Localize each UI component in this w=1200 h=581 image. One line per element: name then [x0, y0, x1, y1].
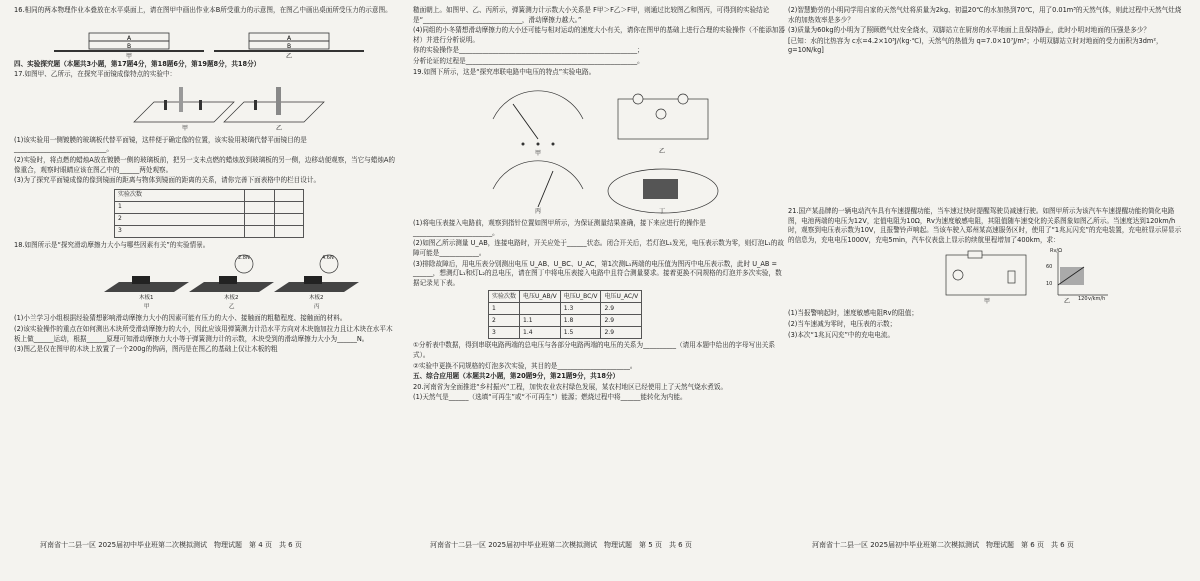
graph-x-label: v/km/h [1088, 296, 1106, 303]
question-19-part-4: ①分析表中数据，得到串联电路两端的总电压与各部分电路两端的电压的关系为__________（请用本题中给出的字母写出关系式）。 [413, 341, 775, 359]
question-19-part-2: (2)如图乙所示测量 U_AB，连接电路时，开关应处于______状态。闭合开关后，若灯泡L₁发光，电压表示数为零，则灯泡L₁的故障可能是____________。 [413, 239, 784, 257]
analysis-line: 分析论证的过程是____________________________________________________。 [413, 56, 644, 65]
answer-space [788, 57, 1186, 207]
graph-tick-60: 60 [1046, 264, 1053, 271]
q21-figures [788, 247, 1186, 307]
q17-figure [14, 82, 396, 134]
question-20-given-data: [已知：水的比热容为 c水=4.2×10³J/(kg·℃)，天然气的热值为 q=7.0×10⁷J/m³；小明双脚站立时对地面的受力面积为3dm²，g=10N/kg] [788, 36, 1163, 55]
table-cell: 2.9 [601, 303, 642, 315]
friction-experiment-diagram [14, 252, 394, 312]
footer-page-6: 河南省十二县一区 2025届初中毕业班第二次模拟测试 物理试题 第 6 页 共 6 页 [812, 541, 1074, 549]
table-cell: 1.8 [560, 315, 601, 327]
table-cell: 1.3 [560, 303, 601, 315]
question-21: 21.国产某品牌的一辆电动汽车具有车速提醒功能，当车速过快时提醒驾驶员减速行驶。如图甲所示为该汽车车速提醒功能的简化电路图，电池两端的电压为12V，定值电阻为10Ω，Rv为速度敏感电阻，其阻值随车速变化的关系图象如图乙所示。当速度达到120km/h时，观察到电压表示数为10V，且报警铃声响起。当该车驶入郑州某高速服务区时，使用了“1兆瓦闪充”的充电装置，充电桩显示屏显示的信息为，充电电压1000V，充电5min，汽车仪表盘上显示的续航里程增加了400km，求： [788, 206, 1182, 244]
page-5-column [413, 6, 786, 404]
question-17-part-1: (1)该实验用一侧镀膜的玻璃板代替平面镜，这样便于确定像的位置，该实验用玻璃代替平面镜目的是____________________________。 [14, 135, 307, 154]
mirror-experiment-diagram [14, 82, 394, 134]
graph-y-label: Rv/Ω [1050, 248, 1062, 255]
q17-row-1: 1 [115, 201, 245, 213]
q16-fig-label-yi: 乙 [286, 52, 293, 60]
q21-fig-yi: 乙 [1064, 298, 1071, 306]
table-head-2: 电压U_BC/V [560, 291, 601, 303]
table-cell: 2.9 [601, 327, 642, 339]
question-18-part-3: (3)图乙是仅在图甲的木块上放置了一个200g的钩码，图丙是在图乙的基础上仅让木板的粗 [14, 345, 278, 354]
q17-row-2: 2 [115, 213, 245, 225]
question-17-part-2: (2)实验时，将点燃的蜡烛A放在镀膜一侧的玻璃板前，把另一支未点燃的蜡烛放到玻璃板的另一侧，边移动便观察，当它与蜡烛A的像重合，观察时眼睛应该在图乙中的______两处观察。 [14, 155, 396, 174]
graph-tick-10: 10 [1046, 281, 1053, 288]
graph-tick-120: 120 [1078, 296, 1088, 303]
q18-fig-bing: 丙 [314, 304, 320, 311]
q19-figures [413, 79, 786, 217]
svg-text:A: A [287, 34, 292, 42]
question-21-part-3: (3)本次“1兆瓦闪充”中的充电电流。 [788, 330, 895, 339]
table-cell [520, 303, 561, 315]
table-cell: 1.5 [560, 327, 601, 339]
q19-fig-yi: 乙 [659, 148, 666, 156]
book-b-label: B [127, 42, 132, 50]
experiment-operation-line: 你的实验操作是______________________________________________________； [413, 46, 644, 55]
book-a-label: A [127, 34, 132, 42]
q18-continuation: 糙面朝上。如图甲、乙、丙所示，弹簧测力计示数大小关系是 F甲＞F乙＞F甲，则通过比较图乙和图丙，可得到的实验结论是“______________________________，滑动摩擦力越大。” [413, 6, 770, 24]
question-20-part-1: (1)天然气是______（选填“可再生”或“不可再生”）能源；燃烧过程中将______能转化为内能。 [413, 393, 687, 402]
question-19-part-5: ②实验中更换不同规格的灯泡多次实验，其目的是______________________。 [413, 361, 637, 370]
question-20: 20.河南省为全面推进“乡村振兴”工程，加快农业农村绿色发展，某农村地区已经使用上了天然气烧水煮饭。 [413, 382, 728, 391]
q17-table [114, 189, 304, 238]
circuit-diagrams [413, 79, 783, 217]
board-label-1: 木板1 [139, 295, 154, 302]
question-21-part-2: (2)当车速减为零时，电压表的示数； [788, 319, 897, 328]
question-18-intro: 18.如图所示是“探究滑动摩擦力大小与哪些因素有关”的实验情景。 [14, 240, 210, 249]
table-cell: 1 [489, 303, 520, 315]
q19-fig-ding: 丁 [659, 208, 666, 216]
q17-fig-label-yi: 乙 [276, 124, 283, 132]
table-head-1: 电压U_AB/V [520, 291, 561, 303]
q16-fig-label-jia: 甲 [126, 52, 133, 60]
table-cell: 1.4 [520, 327, 561, 339]
q17-row-3: 3 [115, 225, 245, 237]
q18-fig-yi: 乙 [229, 304, 235, 311]
books-diagram [14, 18, 394, 58]
force-reading-2: 4.6N [322, 255, 334, 262]
q18-figure [14, 252, 396, 312]
board-label-3: 木板2 [309, 295, 324, 302]
q18-fig-jia: 甲 [144, 304, 150, 311]
question-18-part-4: (4)同组的小冬猜想滑动摩擦力的大小还可能与相对运动的速度大小有关，请你在图甲的基础上进行合理的实验操作（不能添加器材）并进行分析说明。 [413, 26, 785, 44]
table-cell: 2.9 [601, 315, 642, 327]
footer-page-5: 河南省十二县一区 2025届初中毕业班第二次模拟测试 物理试题 第 5 页 共 6 页 [430, 541, 692, 549]
footer-page-4: 河南省十二县一区 2025届初中毕业班第二次模拟测试 物理试题 第 4 页 共 6 页 [40, 541, 302, 549]
question-19-part-3: (3)排除故障后，用电压表分别测出电压 U_AB、U_BC、U_AC，第1次测L₁两端的电压值为图丙中电压表示数，此时 U_AB = ______，想测灯L₁和灯L₂的总电压，请在图丁中将电压表接入电路中且符合测量要求。接着更换不同规格的灯泡并多次实验，数据记录见下表。 [413, 259, 782, 287]
page-6-column [788, 6, 1186, 341]
board-label-2: 木板2 [224, 295, 239, 302]
table-cell: 1.1 [520, 315, 561, 327]
question-20-part-3: (3)质量为60kg的小明为了照顾燃气灶安全烧水，双脚站立在厨房的水平地面上且保持静止，此时小明对地面的压强是多少？ [788, 26, 1151, 35]
question-17-part-3: (3)为了探究平面镜成像的像到镜面的距离与物体到镜面的距离的关系，请你完善下面表格中的栏目设计。 [14, 176, 321, 185]
q21-fig-jia: 甲 [984, 298, 991, 306]
question-19-intro: 19.如图下所示，这是“探究串联电路中电压的特点”实验电路。 [413, 67, 596, 76]
table-head-3: 电压U_AC/V [601, 291, 642, 303]
question-19-part-1: (1)将电压表接入电路前，观察到指针位置如图甲所示，为保证测量结果准确，接下来应进行的操作是________________________。 [413, 219, 706, 237]
question-20-part-2: (2)智慧勤劳的小明同学用自家的天然气灶将质量为2kg、初温20℃的水加热到70℃，用了0.01m³的天然气体，则此过程中天然气灶烧水的加热效率是多少？ [788, 6, 1182, 24]
q19-fig-bing: 丙 [535, 208, 542, 216]
question-18-part-2: (2)该实验操作的重点在如何测出木块所受滑动摩擦力的大小，因此应该用弹簧测力计沿水平方向对木块施加拉力且让木块在水平木板上做______运动，根据______原理可知滑动摩擦力大小等于弹簧测力计的示数，木块受到的滑动摩擦力大小为______N。 [14, 324, 393, 343]
section-4-heading: 四、实验探究题（本题共3小题，第17题4分，第18题6分，第19题8分，共18分） [14, 59, 261, 68]
page-4-column [14, 6, 396, 356]
q19-fig-jia: 甲 [535, 150, 542, 158]
svg-text:B: B [287, 42, 292, 50]
q19-voltage-table [488, 290, 642, 339]
force-reading-1: 2.8N [238, 255, 250, 262]
question-21-part-1: (1)当报警响起时，速度敏感电阻Rv的阻值； [788, 309, 918, 318]
q17-fig-label-jia: 甲 [182, 124, 189, 132]
question-17-intro: 17.如图甲、乙所示，在探究平面镜成像特点的实验中： [14, 70, 177, 79]
section-5-heading: 五、综合应用题（本题共2小题，第20题9分，第21题9分，共18分） [413, 372, 620, 381]
q16-figure [14, 18, 396, 58]
table-cell: 3 [489, 327, 520, 339]
question-18-part-1: (1)小兰学习小组根据经验猜想影响滑动摩擦力大小的因素可能有压力的大小、接触面的粗糙程度、接触面的材料。 [14, 314, 347, 323]
table-cell: 2 [489, 315, 520, 327]
q17-table-header: 实验次数 [115, 189, 245, 201]
table-head-0: 实验次数 [489, 291, 520, 303]
question-16: 16.相同的两本物理作业本叠放在水平桌面上，请在图甲中画出作业本B所受重力的示意图，在图乙中画出桌面所受压力的示意图。 [14, 6, 392, 14]
